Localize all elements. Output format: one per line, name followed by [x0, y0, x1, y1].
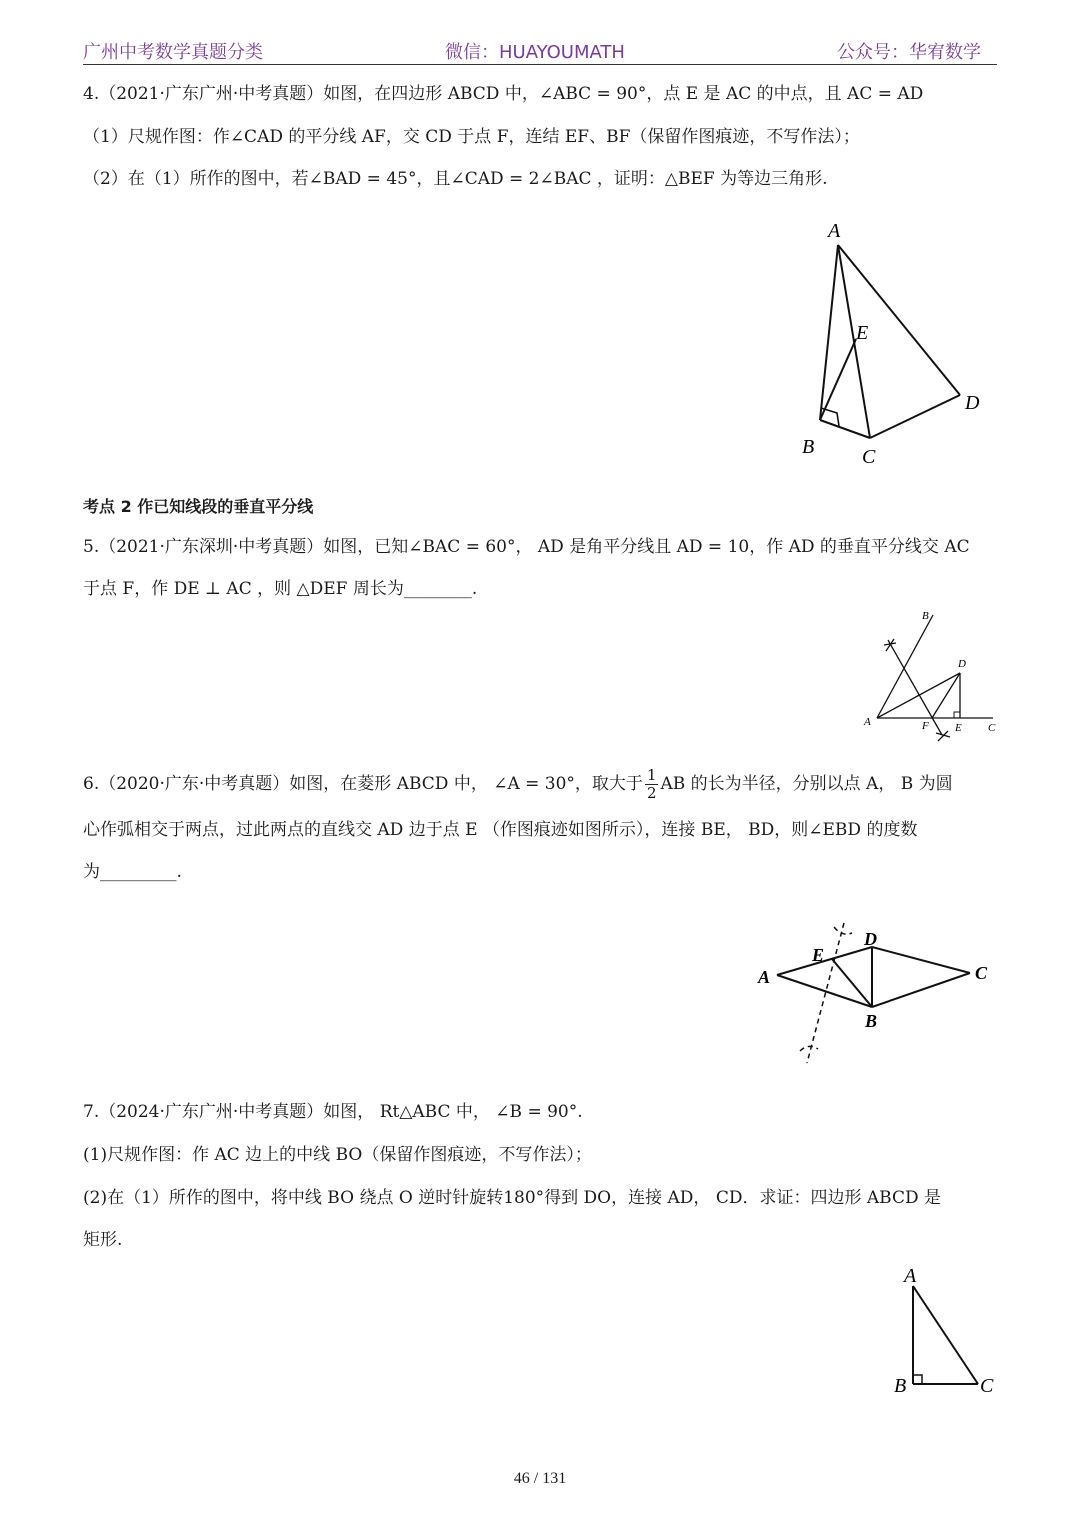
q7-segment-ac — [913, 1286, 978, 1384]
q6-label-e: E — [812, 945, 825, 965]
q6-arc-top — [834, 927, 852, 934]
q6-line2: 心作弧相交于两点，过此两点的直线交 AD 边于点 E （作图痕迹如图所示），连接 BE， BD，则∠EBD 的度数 — [83, 820, 918, 840]
q5-label-a: A — [864, 716, 871, 728]
q7-label-b: B — [894, 1375, 907, 1397]
q4-segment-ab — [820, 245, 838, 420]
q6-segment-cb — [872, 973, 970, 1007]
q4-label-a: A — [828, 220, 841, 242]
q7-line4: 矩形. — [83, 1230, 123, 1250]
q7-line1: 7.（2024·广东广州·中考真题）如图， Rt△ABC 中， ∠B = 90°. — [83, 1102, 583, 1122]
page-header — [83, 36, 997, 65]
q4-line2: （1）尺规作图：作∠CAD 的平分线 AF，交 CD 于点 F，连结 EF、BF（保留作图痕迹，不写作法）； — [83, 127, 860, 147]
q5-label-f: F — [922, 720, 929, 732]
q5-label-c: C — [988, 722, 996, 734]
q4-segment-be — [820, 339, 856, 420]
q5-line1: 5.（2021·广东深圳·中考真题）如图，已知∠BAC = 60°， AD 是角平分线且 AD = 10，作 AD 的垂直平分线交 AC — [83, 537, 970, 557]
q4-label-d: D — [965, 392, 980, 414]
q6-label-a: A — [758, 967, 771, 987]
q7-label-a: A — [904, 1265, 917, 1287]
q6-figure — [752, 915, 997, 1075]
q6-arc-bottom — [800, 1046, 818, 1051]
q6-segment-dc — [872, 947, 970, 973]
q5-arc-mark-top — [884, 639, 896, 651]
q6-label-b: B — [865, 1011, 878, 1031]
q7-figure — [890, 1262, 1010, 1402]
q6-frac-numerator: 1 — [646, 766, 657, 784]
q5-arc-mark-bottom — [936, 731, 950, 741]
page-number: 46 / 131 — [513, 1470, 567, 1487]
header-wechat: 微信：HUAYOUMATH — [445, 42, 625, 63]
q5-line2: 于点 F，作 DE ⊥ AC ，则 △DEF 周长为________. — [83, 579, 478, 599]
header-official-account: 公众号：华宥数学 — [837, 42, 981, 63]
q6-segment-ad — [777, 947, 872, 975]
q5-label-e: E — [955, 722, 962, 734]
q4-label-b: B — [802, 436, 815, 458]
q5-segment-df — [932, 673, 960, 718]
q7-label-c: C — [980, 1375, 994, 1397]
q5-figure — [860, 605, 1005, 745]
q4-figure — [790, 215, 1000, 470]
section-title-2: 考点 2 作已知线段的垂直平分线 — [83, 497, 314, 516]
q6-label-d: D — [864, 929, 877, 949]
header-left-title: 广州中考数学真题分类 — [83, 42, 263, 63]
q6-line1 — [83, 767, 953, 802]
q6-frac-denominator: 2 — [646, 784, 657, 802]
q4-line3: （2）在（1）所作的图中，若∠BAD = 45°，且∠CAD = 2∠BAC ，证明：△BEF 为等边三角形. — [83, 169, 828, 189]
q4-segment-cd — [870, 395, 960, 438]
q6-fraction-half — [645, 767, 659, 802]
q7-right-angle-mark — [913, 1375, 922, 1384]
q6-dashed-bisector — [807, 923, 844, 1063]
q4-label-e: E — [856, 322, 869, 344]
q6-line1-part2: AB 的长为半径，分别以点 A， B 为圆 — [660, 774, 953, 794]
q5-right-angle-mark — [954, 712, 960, 718]
q4-line1: 4.（2021·广东广州·中考真题）如图，在四边形 ABCD 中，∠ABC = 90°，点 E 是 AC 的中点，且 AC = AD — [83, 84, 924, 104]
q4-label-c: C — [862, 446, 876, 468]
q6-label-c: C — [975, 963, 988, 983]
q4-segment-ad — [838, 245, 960, 395]
q5-label-d: D — [958, 658, 966, 670]
q5-label-b: B — [922, 610, 929, 622]
q4-segment-bc — [820, 420, 870, 438]
q7-line3: (2)在（1）所作的图中，将中线 BO 绕点 O 逆时针旋转180°得到 DO，连接 AD， CD．求证：四边形 ABCD 是 — [83, 1188, 941, 1208]
q6-line3: 为_________. — [83, 862, 182, 882]
q7-line2: (1)尺规作图：作 AC 边上的中线 BO（保留作图痕迹，不写作法）； — [83, 1145, 592, 1165]
q6-line1-part1: 6.（2020·广东·中考真题）如图，在菱形 ABCD 中， ∠A = 30°，取大于 — [83, 774, 643, 794]
